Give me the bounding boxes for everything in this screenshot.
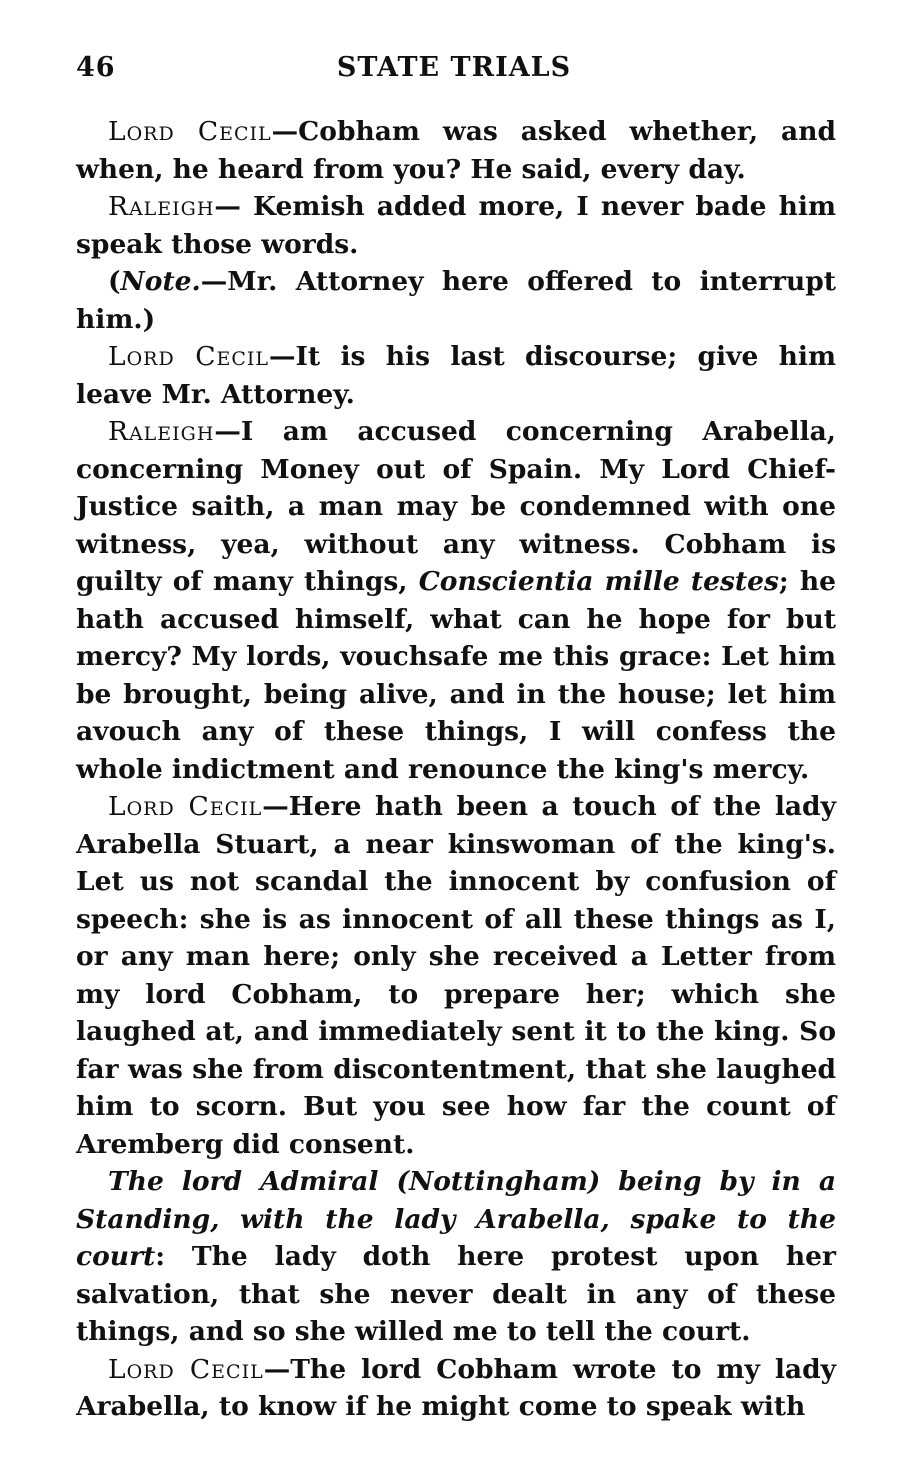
speaker-name: Raleigh: [108, 191, 215, 222]
speaker-name: Raleigh: [108, 416, 215, 447]
note-label: Note.: [120, 266, 201, 297]
paragraph-text: —Here hath been a touch of the lady Arabella Stuart, a near kinswoman of the king's. Let us not scandal the innocent by confusion of speech: she is as innocent of all these things as I, or any man here; only she received a Letter from my lord Cobham, to prepare her; which she laughed at, and immediately sent it to the king. So far was she from discontentment, that she laughed him to scorn. But you see how far the count of Aremberg did consent.: [76, 791, 836, 1160]
paragraph-text: —Cobham was asked whether, and when, he heard from you? He said, every day.: [76, 116, 836, 185]
paragraph-cecil-2: [76, 338, 836, 413]
paragraph-text: —I am accused concerning Arabella, concerning Money out of Spain. My Lord Chief-Justice saith, a man may be condemned with one witness, yea, without any witness. Cobham is guilty of many things,: [76, 416, 836, 597]
note-open-paren: (: [108, 266, 121, 297]
running-title: STATE TRIALS: [336, 52, 572, 83]
speaker-name: Lord Cecil: [108, 791, 263, 822]
paragraph-text: —The lord Cobham wrote to my lady Arabella, to know if he might come to speak with: [76, 1353, 836, 1422]
speaker-name: Lord Cecil: [108, 1353, 264, 1385]
speaker-name: Lord Cecil: [108, 341, 270, 372]
speaker-name: Lord Cecil: [108, 116, 272, 147]
paragraph-cecil-4: [76, 1351, 836, 1426]
paragraph-raleigh-1: [76, 188, 836, 263]
latin-phrase: Conscientia mille testes: [418, 566, 779, 597]
paragraph-text-continued: ; he hath accused himself, what can he hope for but mercy? My lords, vouchsafe me this grace: Let him be brought, being alive, and in the house; let him avouch any of these things, I will confess the whole indictment and renounce the king's mercy.: [76, 566, 836, 785]
paragraph-admiral: [76, 1163, 836, 1351]
paragraph-raleigh-2: [76, 413, 836, 788]
body-text: [76, 113, 836, 1426]
paragraph-note: [76, 263, 836, 338]
paragraph-cecil-1: [76, 113, 836, 188]
stage-direction: The lord Admiral (Nottingham) being by in a Standing, with the lady Arabella, spake to the court: [76, 1166, 836, 1272]
page-header: [76, 52, 832, 92]
paragraph-text: : The lady doth here protest upon her salvation, that she never dealt in any of these things, and so she willed me to tell the court.: [76, 1241, 836, 1347]
paragraph-text: — Kemish added more, I never bade him speak those words.: [76, 191, 836, 260]
paragraph-cecil-3: [76, 788, 836, 1163]
page-number: 46: [76, 52, 116, 83]
paragraph-text: —Mr. Attorney here offered to interrupt him.): [76, 266, 836, 335]
paragraph-text: —It is his last discourse; give him leave Mr. Attorney.: [76, 341, 836, 410]
